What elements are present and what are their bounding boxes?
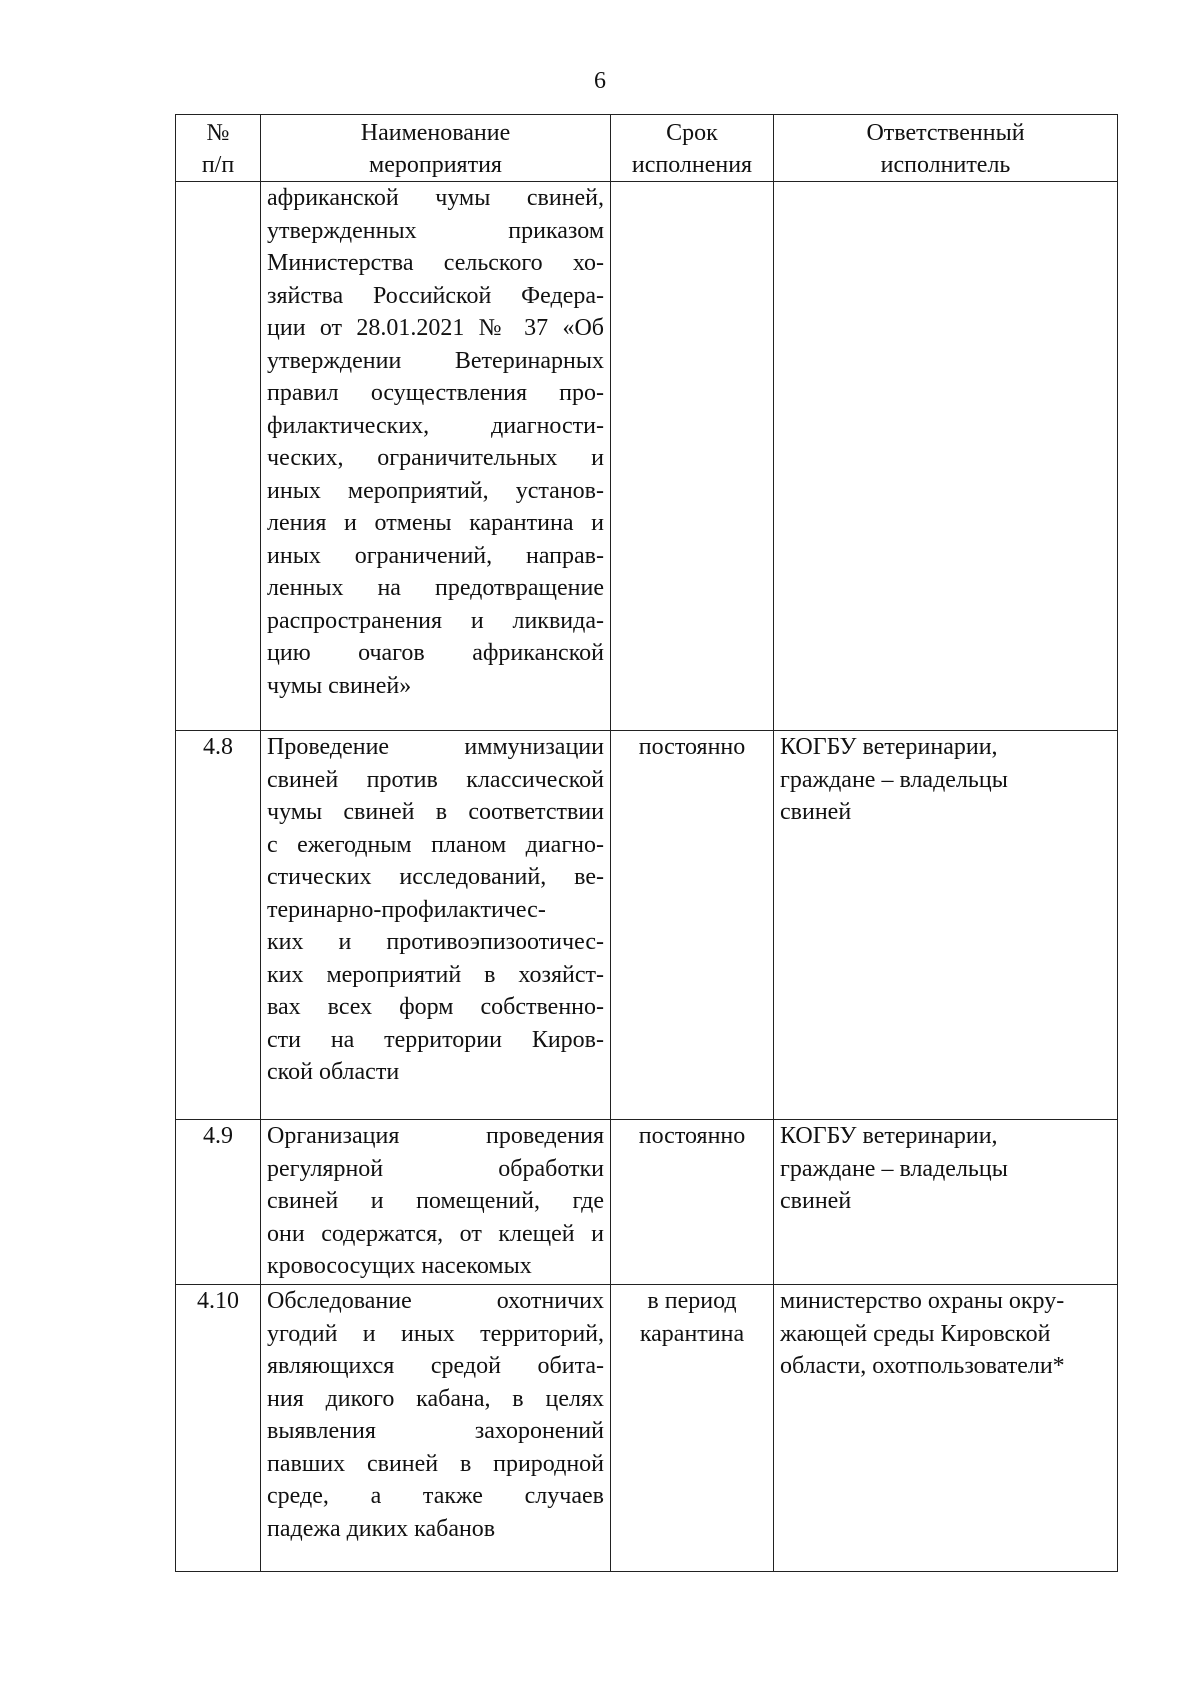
responsible [774, 731, 1118, 1120]
measure-name-line: ния дикого кабана, в целях [267, 1385, 604, 1412]
measure-name-line: они содержатся, от клещей и [267, 1220, 604, 1247]
header-number-line: п/п [201, 152, 235, 178]
deadline [611, 182, 774, 731]
responsible-line: граждане – владельцы [780, 766, 1008, 793]
measure-name-line: филактических, диагности- [267, 412, 604, 439]
header-number-line: № [206, 120, 230, 146]
header-number [176, 115, 261, 182]
measure-name-line: вах всех форм собственно- [267, 994, 604, 1020]
measure-name [261, 182, 611, 731]
measure-name-line: иных ограничений, направ- [267, 542, 604, 569]
row-number: 4.9 [176, 1120, 261, 1285]
header-measure-name-line: мероприятия [369, 152, 502, 178]
header-responsible-line: исполнитель [880, 152, 1011, 178]
page-number: 6 [594, 68, 606, 94]
measure-name-line: африканской чумы свиней, [267, 185, 604, 211]
measure-name-line: правил осуществления про- [267, 380, 604, 406]
table-row [176, 731, 1118, 1120]
header-deadline [611, 115, 774, 182]
table-row [176, 1120, 1118, 1285]
measure-name-line: ления и отмены карантина и [267, 510, 604, 536]
table-row [176, 1285, 1118, 1572]
measure-name-line: ской области [267, 1059, 400, 1085]
measure-name-line: выявления захоронений [267, 1418, 604, 1444]
responsible [774, 1120, 1118, 1285]
measure-name-line: свиней и помещений, где [267, 1188, 604, 1214]
measure-name-line: зяйства Российской Федера- [267, 282, 604, 309]
measure-name [261, 1285, 611, 1572]
measure-name-line: свиней против классической [267, 766, 604, 793]
header-responsible-line: Ответственный [866, 120, 1025, 146]
responsible-line: свиней [780, 799, 852, 825]
measure-name-line: иных мероприятий, установ- [267, 477, 604, 504]
measure-name-line: среде, а также случаев [267, 1483, 604, 1509]
responsible-line: области, охотпользователи* [780, 1353, 1065, 1379]
measure-name-line: ленных на предотвращение [267, 575, 604, 601]
measure-name-line: падежа диких кабанов [267, 1515, 496, 1542]
row-number: 4.8 [176, 731, 261, 1120]
table-header-row [176, 115, 1118, 182]
measure-name-line: Организация проведения [267, 1123, 604, 1149]
measure-name-line: ческих, ограничительных и [267, 445, 604, 471]
measure-name-line: сти на территории Киров- [267, 1026, 604, 1053]
measure-name-line: утверждении Ветеринарных [267, 347, 604, 374]
measure-name-line: Обследование охотничих [267, 1288, 604, 1314]
measure-name [261, 731, 611, 1120]
deadline [611, 1285, 774, 1572]
deadline-line: постоянно [638, 734, 746, 760]
measure-name-line: Министерства сельского хо- [267, 250, 604, 276]
responsible-line: жающей среды Кировской [780, 1320, 1051, 1347]
header-responsible [774, 115, 1118, 182]
deadline [611, 731, 774, 1120]
responsible-line: свиней [780, 1188, 852, 1214]
measures-table [175, 114, 1118, 1572]
responsible [774, 182, 1118, 731]
measure-name-line: регулярной обработки [267, 1155, 604, 1182]
measure-name-line: являющихся средой обита- [267, 1353, 604, 1379]
measure-name-line: утвержденных приказом [267, 217, 604, 244]
row-number [176, 182, 261, 731]
deadline-line: в период [647, 1288, 737, 1314]
measure-name-line: распространения и ликвида- [267, 607, 604, 634]
measure-name-line: ких мероприятий в хозяйст- [267, 961, 604, 988]
deadline [611, 1120, 774, 1285]
measure-name-line: ции от 28.01.2021 № 37 «Об [267, 315, 604, 341]
row-number: 4.10 [176, 1285, 261, 1572]
measure-name-line: цию очагов африканской [267, 640, 604, 666]
measure-name-line: ких и противоэпизоотичес- [267, 929, 604, 955]
responsible-line: министерство охраны окру- [780, 1288, 1065, 1314]
measure-name-line: Проведение иммунизации [267, 734, 604, 760]
measure-name-line: павших свиней в природной [267, 1450, 604, 1477]
responsible-line: КОГБУ ветеринарии, [780, 1123, 998, 1149]
header-deadline-line: Срок [666, 120, 718, 146]
measure-name-line: стических исследований, ве- [267, 864, 604, 890]
deadline-line: карантина [639, 1320, 745, 1347]
deadline-line: постоянно [638, 1123, 746, 1149]
measure-name-line: теринарно-профилактичес- [267, 896, 546, 923]
responsible [774, 1285, 1118, 1572]
measure-name-line: с ежегодным планом диагно- [267, 831, 604, 858]
measure-name [261, 1120, 611, 1285]
table-row [176, 182, 1118, 731]
header-deadline-line: исполнения [631, 152, 753, 178]
measure-name-line: чумы свиней» [267, 672, 412, 699]
measure-name-line: кровососущих насекомых [267, 1253, 532, 1279]
measure-name-line: чумы свиней в соответствии [267, 799, 604, 825]
responsible-line: КОГБУ ветеринарии, [780, 734, 998, 760]
measure-name-line: угодий и иных территорий, [267, 1320, 604, 1347]
header-measure-name [261, 115, 611, 182]
responsible-line: граждане – владельцы [780, 1155, 1008, 1182]
header-measure-name-line: Наименование [360, 120, 511, 146]
